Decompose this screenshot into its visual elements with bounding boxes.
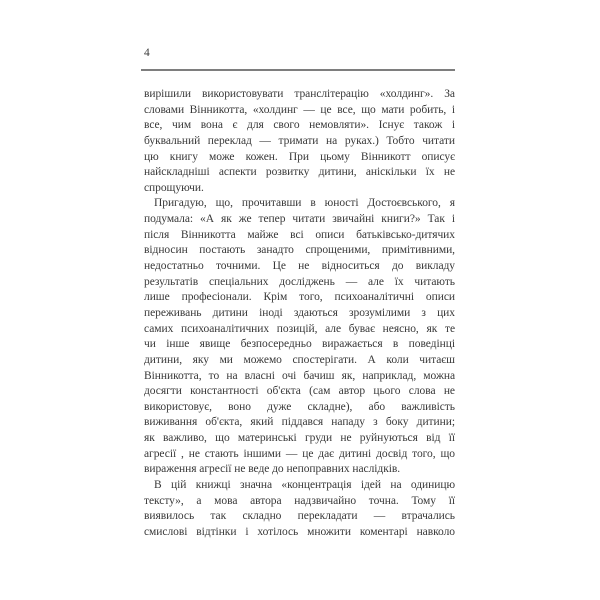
text-line: недостатньо точними. Це не відноситься до викладу	[144, 260, 455, 273]
text-line: тексту», а мова автора надзвичайно точна. Тому її	[144, 494, 455, 507]
page-number: 4	[144, 47, 150, 59]
text-line: чи інше явище безпосередньо виражається в поведінці	[144, 338, 455, 351]
text-line: буквальний переклад — тримати на руках.) Тобто читати	[144, 134, 455, 147]
page-text	[144, 87, 455, 541]
text-line: як важливо, що материнські груди не руйнуються від її	[144, 432, 455, 445]
text-line: самих психоаналітичних позицій, але буває неясно, як те	[144, 322, 455, 335]
text-line: після Вінникотта майже всі описи батьківсько-дитячих	[144, 228, 455, 241]
text-line: виявилось так складно перекладати — втрачались	[144, 510, 455, 523]
text-line: використовує, воно дуже складне), або важливість	[144, 400, 455, 413]
text-line: результатів спеціальних досліджень — але їх читають	[144, 275, 455, 288]
text-line: переживань дитини іноді здаються зрозумілими з цих	[144, 306, 455, 319]
text-line: Пригадую, що, прочитавши в юності Достоєвського, я	[154, 197, 455, 210]
text-line: агресії , не стають іншими — це дає дитині досвід того, що	[144, 447, 455, 460]
header-rule	[141, 69, 455, 71]
paragraph	[144, 478, 455, 541]
text-line: вирішили використовувати транслітерацію «холдинг». За	[144, 88, 455, 100]
paragraph	[144, 196, 455, 478]
text-line: досягти константності об'єкта (сам автор цього слова не	[144, 385, 455, 398]
text-line: дитини, яку ми можемо спостерігати. А коли читаєш	[144, 353, 455, 366]
text-line: В цій книжці значна «концентрація ідей на одиницю	[154, 479, 455, 492]
text-line: виживання об'єкта, який піддався нападу з боку дитини;	[144, 416, 455, 429]
paragraph	[144, 87, 455, 196]
text-line: лише професіонали. Крім того, психоаналітичні описи	[144, 291, 455, 304]
text-line: все, чим вона є для свого немовляти». Існує також і	[144, 119, 455, 132]
text-line: подумала: «А як же тепер читати звичайні книги?» Так і	[144, 213, 455, 226]
text-line: відносин постають занадто спрощеними, примітивними,	[144, 244, 455, 257]
text-line: найскладніші аспекти розвитку дитини, аніскільки їх не	[144, 166, 455, 179]
text-line: смислові відтінки і хотілось множити коментарі навколо	[144, 525, 455, 538]
text-line: спрощуючи.	[144, 181, 204, 194]
text-line: словами Вінникотта, «холдинг — це все, що мати робить, і	[144, 103, 455, 116]
text-line: Вінникотта, то на власні очі бачиш як, наприклад, можна	[144, 369, 455, 382]
text-line: цю книгу може кожен. При цьому Вінникотт описує	[144, 150, 455, 163]
text-line: вираження агресії не веде до непоправних наслідків.	[144, 463, 401, 476]
